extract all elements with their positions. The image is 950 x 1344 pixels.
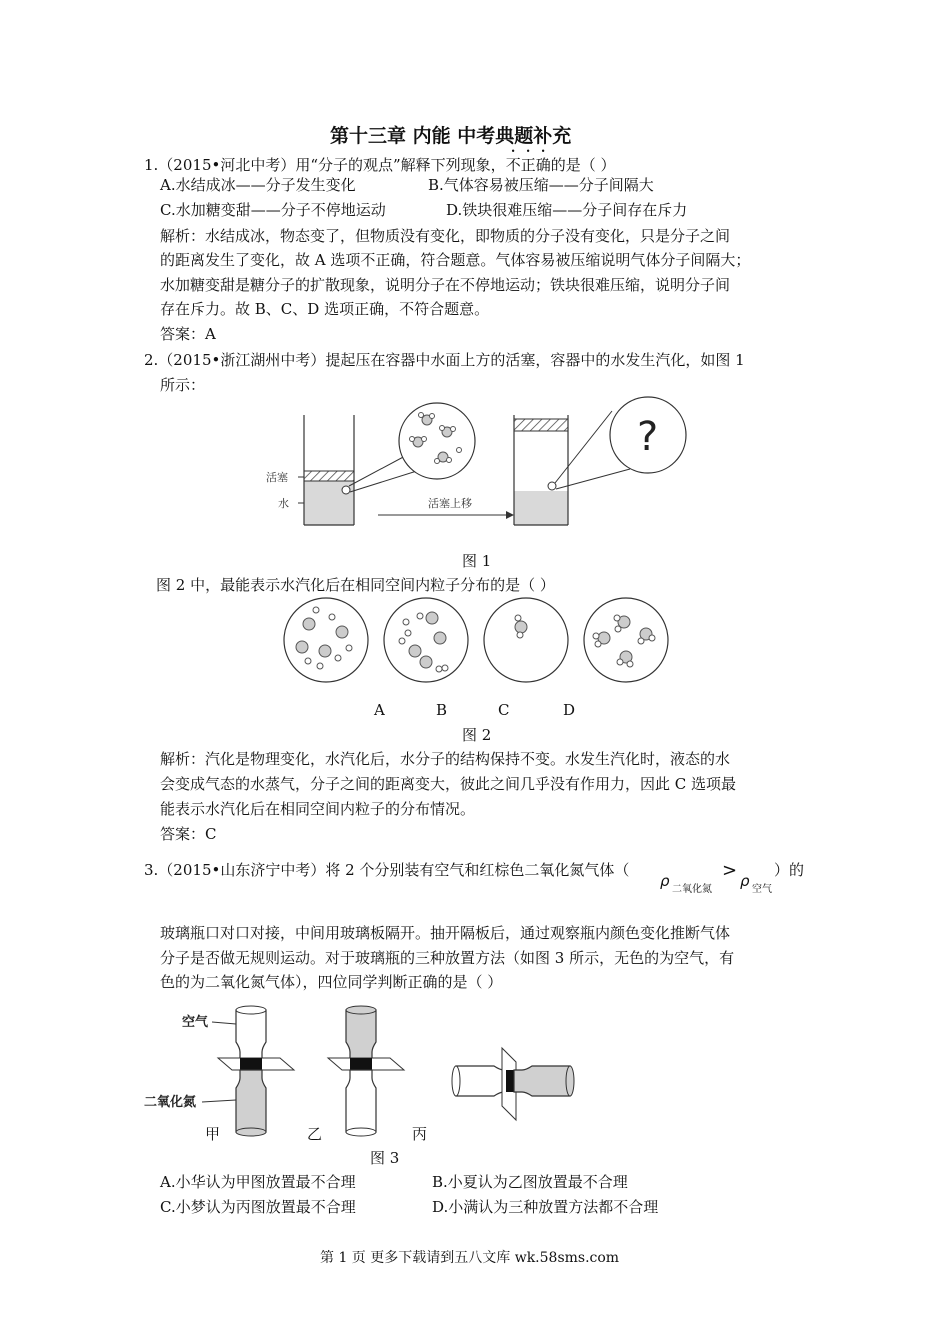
q3-option-c: C.小梦认为丙图放置最不合理 [160, 1198, 356, 1216]
piston-left [304, 471, 354, 481]
q3-stem-line: 3.（2015•山东济宁中考）将 2 个分别装有空气和红棕色二氧化氮气体（ [144, 861, 630, 879]
rho-symbol-no2: ρ [660, 872, 670, 890]
fig2-label-d: D [563, 701, 576, 719]
q1-option-c: C.水加糖变甜——分子不停地运动 [160, 201, 386, 219]
q3-option-b: B.小夏认为乙图放置最不合理 [432, 1173, 628, 1191]
container-right [514, 415, 568, 525]
rho-subscript-air: 空气 [752, 884, 772, 895]
fig2-label-b: B [436, 701, 448, 719]
q1-stem-pre: 1.（2015•河北中考）用“分子的观点”解释下列现象， [144, 156, 506, 174]
fig3-label-air: 空气 [182, 1015, 209, 1030]
rho-subscript-no2: 二氧化氮 [672, 884, 712, 895]
q3-stem-line: 分子是否做无规则运动。对于玻璃瓶的三种放置方法（如图 3 所示，无色的为空气，有 [160, 949, 735, 967]
figure-1 [260, 395, 690, 535]
fig3-label-jia: 甲 [205, 1125, 221, 1143]
q3-stem-line: 色的为二氧化氮气体），四位同学判断正确的是（ ） [160, 973, 503, 991]
q3-option-d: D.小满认为三种放置方法都不合理 [432, 1198, 659, 1216]
fig3-label-no2: 二氧化氮 [144, 1095, 197, 1110]
fig1-arrow [378, 511, 514, 519]
q1-analysis-line: 解析：水结成冰，物态变了，但物质没有变化，即物质的分子没有变化，只是分子之间 [160, 227, 731, 245]
q2-stem-line: 图 2 中，最能表示水汽化后在相同空间内粒子分布的是（ ） [156, 576, 555, 594]
q3-density-formula [660, 860, 782, 894]
setup-yi [328, 1006, 404, 1136]
q1-stem-emphasis: 不正确 [505, 156, 551, 174]
fig2-label-c: C [498, 701, 510, 719]
q1-option-a: A.水结成冰——分子发生变化 [160, 176, 356, 194]
q1-analysis-line: 存在斥力。故 B、C、D 选项正确，不符合题意。 [160, 300, 490, 318]
fig2-label-a: A [374, 701, 385, 719]
greater-than-sign: > [722, 860, 738, 881]
q1-stem-post: 的是（ ） [550, 156, 616, 174]
q2-analysis-line: 能表示水汽化后在相同空间内粒子的分布情况。 [160, 800, 476, 818]
container-left [298, 415, 354, 525]
q2-analysis-line: 会变成气态的水蒸气，分子之间的距离变大，彼此之间几乎没有作用力，因此 C 选项最 [160, 775, 737, 793]
q3-option-a: A.小华认为甲图放置最不合理 [160, 1173, 356, 1191]
magnifier-right [555, 397, 686, 489]
figure-2-caption: 图 2 [462, 726, 492, 744]
fig3-label-bing: 丙 [412, 1125, 428, 1143]
figure-1-caption: 图 1 [462, 552, 492, 570]
figure-2 [280, 596, 680, 686]
piston-right [514, 419, 568, 431]
figure-3-caption: 图 3 [370, 1149, 400, 1167]
magnifier-left [349, 403, 475, 492]
q2-analysis-line: 解析：汽化是物理变化，水汽化后，水分子的结构保持不变。水发生汽化时，液态的水 [160, 750, 731, 768]
setup-jia [218, 1006, 294, 1136]
q1-option-d: D.铁块很难压缩——分子间存在斥力 [446, 201, 688, 219]
q1-option-b: B.气体容易被压缩——分子间隔大 [428, 176, 654, 194]
fig2-option-c-circle [484, 598, 568, 682]
setup-bing [452, 1048, 574, 1120]
q1-answer: 答案：A [160, 325, 216, 343]
fig2-option-d-circle [584, 598, 668, 682]
fig1-arrow-label: 活塞上移 [428, 497, 472, 510]
q1-analysis-line: 水加糖变甜是糖分子的扩散现象，说明分子在不停地运动；铁块很难压缩，说明分子间 [160, 276, 731, 294]
fig1-question-mark: ? [637, 414, 659, 460]
fig1-label-piston: 活塞 [266, 471, 288, 484]
q2-stem-line: 所示： [160, 376, 206, 394]
page-title: 第十三章 内能 中考典题补充 [330, 125, 572, 147]
q3-stem-line: 玻璃瓶口对口对接，中间用玻璃板隔开。抽开隔板后，通过观察瓶内颜色变化推断气体 [160, 924, 731, 942]
fig3-label-yi: 乙 [307, 1125, 323, 1143]
fig2-option-b-circle [384, 598, 468, 682]
q2-stem-line: 2.（2015•浙江湖州中考）提起压在容器中水面上方的活塞，容器中的水发生汽化，如图 1 [144, 351, 745, 369]
q3-stem-line-end: ）的 [774, 861, 805, 879]
q1-analysis-line: 的距离发生了变化，故 A 选项不正确，符合题意。气体容易被压缩说明气体分子间隔大； [160, 251, 751, 269]
fig2-option-a-circle [284, 598, 368, 682]
rho-symbol-air: ρ [740, 872, 750, 890]
page-footer: 第 1 页 更多下载请到五八文库 wk.58sms.com [320, 1250, 620, 1266]
q2-answer: 答案：C [160, 825, 217, 843]
fig1-label-water: 水 [278, 497, 289, 510]
